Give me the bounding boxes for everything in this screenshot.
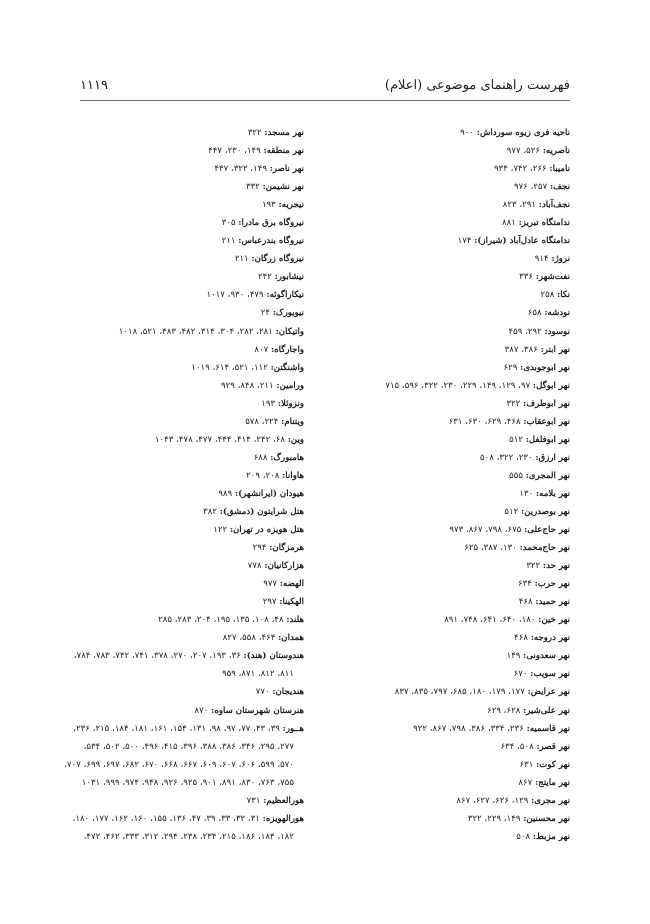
index-page-refs: ۳۱، ۳۲، ۳۳، ۳۹، ۴۷، ۱۳۶، ۱۵۵، ۱۶۰، ۱۶۲، ۱۷۷، ۱۸۰، <box>72 813 263 824</box>
index-entry <box>330 160 570 178</box>
index-entry-continuation <box>54 738 304 756</box>
index-term: ندامتگاه تبریز: <box>518 218 570 229</box>
index-page-refs: ۷۷۸ <box>247 561 265 572</box>
index-entry <box>330 359 570 377</box>
index-term: نهر قاسمیه: <box>526 723 570 734</box>
index-page-refs: ۶۳۱ <box>519 759 537 770</box>
index-entry <box>330 611 570 629</box>
index-page-refs: ۹۸۹ <box>218 488 235 499</box>
index-page-refs: ۱۷۴ <box>457 236 475 247</box>
index-page-refs: ۴۶۸ <box>518 597 536 608</box>
index-page-refs: ۶۵۸ <box>527 308 545 319</box>
index-entry <box>54 647 304 665</box>
index-page-refs: ۵۰۸ <box>516 831 533 842</box>
index-term: نهر ابوجوبدی: <box>520 362 570 373</box>
index-term: نیروگاه برق مادرا: <box>238 218 304 229</box>
index-page-refs: ۱۱۲، ۵۲۱، ۶۱۴، ۱۰۱۹ <box>191 362 271 373</box>
index-entry <box>330 377 570 395</box>
index-page-refs: ۲۸۱، ۲۸۲، ۳۰۴، ۳۱۴، ۴۸۲، ۴۸۳، ۵۲۱، ۱۰۱۸ <box>118 326 276 337</box>
index-page-refs: ۷۵۵، ۷۶۳، ۸۳۰، ۸۹۱، ۹۰۱، ۹۲۵، ۹۲۶، ۹۴۸، ۹۷۴، ۹۹۹، ۱۰۳۱ <box>81 777 294 788</box>
index-term: هندیجان: <box>272 687 304 698</box>
index-page-refs: ۲۶۶، ۷۴۲، ۹۳۴ <box>494 164 550 175</box>
index-page-refs: ۲۳۰، ۳۲۲، ۵۰۸ <box>480 452 536 463</box>
index-term: همدان: <box>278 633 304 644</box>
index-entry <box>330 503 570 521</box>
index-page-refs: ۸۷۰ <box>194 705 212 716</box>
index-term: ناصریه: <box>542 146 570 157</box>
index-entry <box>54 485 304 503</box>
index-page-refs: ۲۴ <box>260 308 273 319</box>
index-entry <box>54 431 304 449</box>
index-page-refs: ۲۲۴، ۵۷۸ <box>245 416 282 427</box>
index-term: هنرستان شهرستان ساوه: <box>211 705 304 716</box>
page-number: ۱۱۱۹ <box>80 78 108 93</box>
index-page-refs: ۶۲۸، ۶۲۹ <box>487 705 524 716</box>
index-entry <box>54 232 304 250</box>
index-entry <box>330 196 570 214</box>
index-term: نهر حد: <box>542 561 570 572</box>
index-page-refs: ۲۹۱، ۸۲۳ <box>502 200 539 211</box>
index-page-refs: ۴۷۹، ۹۳۰، ۱۰۱۷ <box>206 290 267 301</box>
index-page-refs: ۹۱۴ <box>534 254 552 265</box>
index-term: نیویورک: <box>272 308 304 319</box>
index-term: نهر قصر: <box>536 741 570 752</box>
index-page-refs: ۶۷۰ <box>513 669 531 680</box>
index-entry <box>54 341 304 359</box>
index-term: نهر حمید: <box>535 597 570 608</box>
header-title: فهرست راهنمای موضوعی (اعلام) <box>384 78 570 93</box>
index-entry <box>330 250 570 268</box>
index-page-refs: ۱۲۹، ۶۲۶، ۶۲۷، ۸۶۷ <box>456 795 532 806</box>
index-entry <box>54 467 304 485</box>
index-entry <box>330 124 570 142</box>
index-page-refs: ۲۱۱، ۸۴۸، ۹۲۹ <box>221 380 277 391</box>
index-page-refs: ۱۴۹، ۳۲۲، ۴۴۷ <box>214 164 270 175</box>
index-term: وین: <box>287 434 304 445</box>
index-entry <box>330 304 570 322</box>
index-term: هرمزگان: <box>269 543 304 554</box>
index-term: نهر ابوطرف: <box>523 398 570 409</box>
index-page-refs: ۶۸۸ <box>253 452 271 463</box>
index-entry-continuation <box>54 828 304 846</box>
index-entry <box>54 124 304 142</box>
index-entry <box>330 557 570 575</box>
index-term: هیودان (ایرانشهر): <box>234 488 304 499</box>
index-entry <box>330 323 570 341</box>
index-term: نهر المجری: <box>525 470 570 481</box>
index-page-refs: ۸۶۷ <box>518 777 535 788</box>
index-term: هورالعظیم: <box>263 795 304 806</box>
index-column-right <box>330 124 570 846</box>
index-term: نهر حاج‌محمد: <box>519 543 570 554</box>
index-entry <box>330 286 570 304</box>
index-term: نهر مایتج: <box>534 777 570 788</box>
index-entry <box>330 467 570 485</box>
index-entry <box>54 449 304 467</box>
index-entry <box>54 720 304 738</box>
index-term: ناحیه فری زیوه سورداش: <box>476 128 570 138</box>
index-term: نجف: <box>549 182 570 193</box>
index-term: ندامتگاه عادل‌آباد (شیراز): <box>474 236 570 247</box>
index-page-refs: ۶۷۵، ۷۹۸، ۸۶۷، ۹۷۳ <box>449 525 525 536</box>
index-entry <box>54 304 304 322</box>
index-page-refs: ۴۶۴، ۵۵۸، ۸۲۷ <box>222 633 279 644</box>
index-term: نیجریه: <box>278 200 304 211</box>
index-entry <box>54 160 304 178</box>
index-page-refs: ۳۸۶، ۳۸۷ <box>504 344 541 355</box>
index-entry <box>330 665 570 683</box>
index-term: نهر سعدونی: <box>523 651 570 662</box>
index-entry <box>330 683 570 701</box>
index-term: نیروگاه زرگان: <box>251 254 304 265</box>
index-term: نوسود: <box>544 326 570 337</box>
index-entry <box>54 810 304 828</box>
index-page-refs: ۱۸۰، ۶۴۰، ۶۴۱، ۷۴۸، ۸۹۱ <box>444 615 539 626</box>
index-entry <box>54 792 304 810</box>
index-entry <box>330 395 570 413</box>
index-page-refs: ۶۲۹ <box>503 362 521 373</box>
index-entry <box>330 268 570 286</box>
index-entry-continuation <box>54 756 304 774</box>
index-page-refs: ۲۵۸ <box>540 290 558 301</box>
index-page-refs: ۵۲۶، ۹۷۷ <box>506 146 543 157</box>
index-term: نهر حرب: <box>534 579 570 590</box>
index-term: هتل هویزه در تهران: <box>229 525 304 536</box>
index-page-refs: ۴۸، ۱۰۸، ۱۳۵، ۱۹۵، ۲۰۴، ۲۸۳، ۲۸۵ <box>158 615 287 626</box>
index-term: نهر مجری: <box>531 795 570 806</box>
index-page-refs: ۵۱۲ <box>509 434 526 445</box>
index-page-refs: ۱۴۹، ۲۲۹، ۳۲۲ <box>467 813 524 824</box>
index-entry <box>330 720 570 738</box>
index-page-refs: ۱۹۳ <box>261 398 278 409</box>
index-term: نهر کوت: <box>536 759 570 770</box>
index-entry <box>330 142 570 160</box>
index-term: نهر ناصر: <box>269 164 304 175</box>
index-term: ویتنام: <box>281 416 304 427</box>
index-term: هندوستان (هند): <box>243 651 304 662</box>
index-entry <box>330 792 570 810</box>
index-entry <box>54 702 304 720</box>
index-page-refs: ۳۲۲ <box>526 561 543 572</box>
index-entry <box>330 756 570 774</box>
index-entry <box>54 377 304 395</box>
index-term: نهر ارزق: <box>535 452 570 463</box>
index-page-refs: ۲۹۲، ۴۵۹ <box>508 326 545 337</box>
index-page-refs: ۶۸، ۲۴۲، ۴۱۴، ۴۴۴، ۴۷۷، ۴۷۸، ۱۰۴۳ <box>154 434 288 445</box>
index-page-refs: ۲۱۱ <box>234 254 252 265</box>
index-page-refs: ۱۴۹، ۲۳۰، ۴۴۷ <box>208 146 264 157</box>
page-header <box>80 78 570 101</box>
index-term: نیروگاه بندرعباس: <box>238 236 304 247</box>
index-term: نهر بوصدرین: <box>521 506 570 517</box>
index-entry <box>330 593 570 611</box>
index-entry <box>54 286 304 304</box>
index-entry <box>54 521 304 539</box>
index-page-refs: ۳۰۵ <box>221 218 239 229</box>
index-entry <box>54 575 304 593</box>
index-term: نودشه: <box>544 308 570 319</box>
index-entry <box>54 611 304 629</box>
index-page-refs: ۲۷۷، ۲۹۵، ۳۴۶، ۳۸۶، ۳۸۸، ۳۹۶، ۴۱۵، ۴۹۶، ۵۰۰، ۵۰۲، ۵۳۴، <box>83 741 294 752</box>
index-entry <box>330 575 570 593</box>
index-page-refs: ۱۳۰ <box>519 488 536 499</box>
index-term: نجف‌آباد: <box>538 200 570 211</box>
index-entry <box>330 702 570 720</box>
index-term: نهر نشیمن: <box>262 182 304 193</box>
index-entry <box>330 828 570 846</box>
index-page-refs: ۹۰۰ <box>460 128 477 138</box>
index-page-refs: ۳۸۲ <box>203 506 220 517</box>
index-term: هاوانا: <box>282 470 304 481</box>
index-column-left <box>54 124 304 846</box>
index-page-refs: ۱۲۲ <box>213 525 230 536</box>
index-term: نیشابور: <box>274 272 304 283</box>
index-term: نهر مزبط: <box>532 831 570 842</box>
index-term: ورامین: <box>276 380 304 391</box>
index-page-refs: ۴۶۸ <box>514 633 531 644</box>
index-term: نهر ابتر: <box>540 344 570 355</box>
index-entry <box>330 810 570 828</box>
index-entry <box>54 178 304 196</box>
index-entry <box>330 341 570 359</box>
index-term: واجارگاه: <box>270 344 304 355</box>
index-page-refs: ۱۹۳ <box>261 200 279 211</box>
index-page-refs: ۲۰۸، ۲۰۹ <box>246 470 283 481</box>
index-page-refs: ۵۵۵ <box>509 470 526 481</box>
index-page-refs: ۹۷۷ <box>263 579 280 590</box>
index-term: نهر خین: <box>538 615 570 626</box>
index-term: الهضه: <box>279 579 304 590</box>
index-entry <box>54 323 304 341</box>
index-term: الهکینا: <box>279 597 304 608</box>
index-term: هتل شرایتون (دمشق): <box>219 506 304 517</box>
index-page-refs: ۳۹، ۴۳، ۷۷، ۹۷، ۹۸، ۱۳۱، ۱۵۴، ۱۶۱، ۱۸۱، ۱۸۴، ۲۱۵، ۲۳۶، <box>73 723 283 734</box>
index-page-refs: ۶۳۴ <box>518 579 535 590</box>
index-entry <box>330 485 570 503</box>
index-entry <box>54 683 304 701</box>
index-term: نهر عرایض: <box>527 687 570 698</box>
index-page-refs: ۱۷۷، ۱۷۹، ۱۸۰، ۶۸۵، ۷۹۷، ۸۳۵، ۸۳۷ <box>394 687 528 698</box>
index-entry <box>330 214 570 232</box>
index-term: ونزوئلا: <box>277 398 304 409</box>
index-entry <box>54 196 304 214</box>
index-entry-continuation <box>54 774 304 792</box>
index-page-refs: ۱۳۰، ۳۸۷، ۶۲۵ <box>464 543 520 554</box>
index-entry <box>54 142 304 160</box>
index-term: نیکاراگوئه: <box>266 290 304 301</box>
index-entry <box>54 539 304 557</box>
index-entry <box>330 413 570 431</box>
index-page-refs: ۱۸۲، ۱۸۴، ۱۸۶، ۲۱۵، ۲۳۴، ۲۳۸، ۲۹۴، ۳۱۲، ۳۳۳، ۴۶۲، ۴۷۲، <box>83 831 294 842</box>
index-entry <box>54 395 304 413</box>
index-page-refs: ۲۵۷، ۹۷۶ <box>514 182 550 193</box>
index-page-refs: ۳۲۲ <box>506 398 524 409</box>
index-entry <box>330 774 570 792</box>
index-term: نفت‌شهر: <box>535 272 570 283</box>
index-term: نهر محسنین: <box>523 813 570 824</box>
index-entry <box>54 250 304 268</box>
index-entry-continuation <box>54 665 304 683</box>
index-page-refs: ۲۹۷ <box>262 597 280 608</box>
index-entry <box>330 431 570 449</box>
index-term: نامیبا: <box>549 164 570 175</box>
index-term: نکا: <box>557 290 570 301</box>
index-term: نهر دروجه: <box>530 633 570 644</box>
index-page-refs: ۸۰۷ <box>254 344 271 355</box>
index-entry <box>54 268 304 286</box>
index-term: نهر ابوگل: <box>532 380 570 391</box>
index-page-refs: ۲۳۶، ۳۳۴، ۳۸۶، ۷۹۸، ۸۶۷، ۹۲۲ <box>413 723 527 734</box>
index-entry <box>54 359 304 377</box>
index-term: هورالهویزه: <box>262 813 304 824</box>
index-term: هلند: <box>286 615 304 626</box>
index-page-refs: ۸۱۱، ۸۱۲، ۸۷۱، ۹۵۹ <box>222 669 294 680</box>
index-entry <box>330 232 570 250</box>
index-term: نهر سویب: <box>530 669 570 680</box>
index-page-refs: ۵۷۰، ۵۹۹، ۶۰۶، ۶۰۷، ۶۰۹، ۶۶۷، ۶۶۸، ۶۷۰، ۶۸۲، ۶۹۷، ۶۹۹، ۷۰۷، <box>64 759 294 770</box>
index-term: هامبورگ: <box>270 452 304 463</box>
index-page-refs: ۷۳۱ <box>246 795 264 806</box>
index-entry <box>330 449 570 467</box>
index-page-refs: ۷۷۰ <box>255 687 273 698</box>
index-entry <box>330 738 570 756</box>
index-term: نهر مسجد: <box>264 128 304 138</box>
index-term: نهر ابوفلفل: <box>525 434 570 445</box>
index-term: نهر ابوعقاب: <box>523 416 570 427</box>
index-entry <box>54 503 304 521</box>
index-entry <box>54 214 304 232</box>
index-entry <box>330 178 570 196</box>
index-term: نهر علی‌شیر: <box>523 705 570 716</box>
index-page-refs: ۱۴۹ <box>506 651 524 662</box>
index-page-refs: ۳۳۶ <box>519 272 536 283</box>
index-page-refs: ۵۰۸، ۶۳۴ <box>500 741 537 752</box>
index-entry <box>54 557 304 575</box>
index-page-refs: ۸۸۱ <box>502 218 519 229</box>
index-page-refs: ۲۴۲ <box>257 272 275 283</box>
index-entry <box>330 539 570 557</box>
index-entry <box>54 629 304 647</box>
index-page-refs: ۳۲۲ <box>247 128 265 138</box>
index-term: نهر حاج‌علی: <box>524 525 570 536</box>
index-entry <box>330 647 570 665</box>
index-page-refs: ۲۹۴ <box>252 543 270 554</box>
index-page-refs: ۹۷، ۱۲۹، ۱۴۹، ۲۲۹، ۲۳۰، ۳۲۲، ۵۹۶، ۷۱۵ <box>385 380 533 391</box>
index-entry <box>330 629 570 647</box>
index-entry <box>330 521 570 539</box>
index-entry <box>54 413 304 431</box>
index-term: نهر بلامه: <box>536 488 570 499</box>
index-page-refs: ۵۱۲ <box>504 506 522 517</box>
index-page-refs: ۳۶، ۱۹۳، ۲۰۷، ۲۷۰، ۳۷۸، ۷۴۱، ۷۴۲، ۷۸۳، ۷۸۴، <box>73 651 244 662</box>
index-entry <box>54 593 304 611</box>
index-page-refs: ۴۶۸، ۶۲۹، ۶۳۰، ۶۳۱ <box>448 416 524 427</box>
index-term: هزارکانیان: <box>264 561 304 572</box>
index-page-refs: ۳۳۲ <box>245 182 263 193</box>
index-page-refs: ۲۱۱ <box>221 236 239 247</box>
index-term: نهر منطقه: <box>263 146 304 157</box>
index-term: هــور: <box>282 723 304 734</box>
index-term: واشنگتن: <box>270 362 304 373</box>
index-term: نروژ: <box>551 254 570 265</box>
index-term: واتیکان: <box>275 326 304 337</box>
